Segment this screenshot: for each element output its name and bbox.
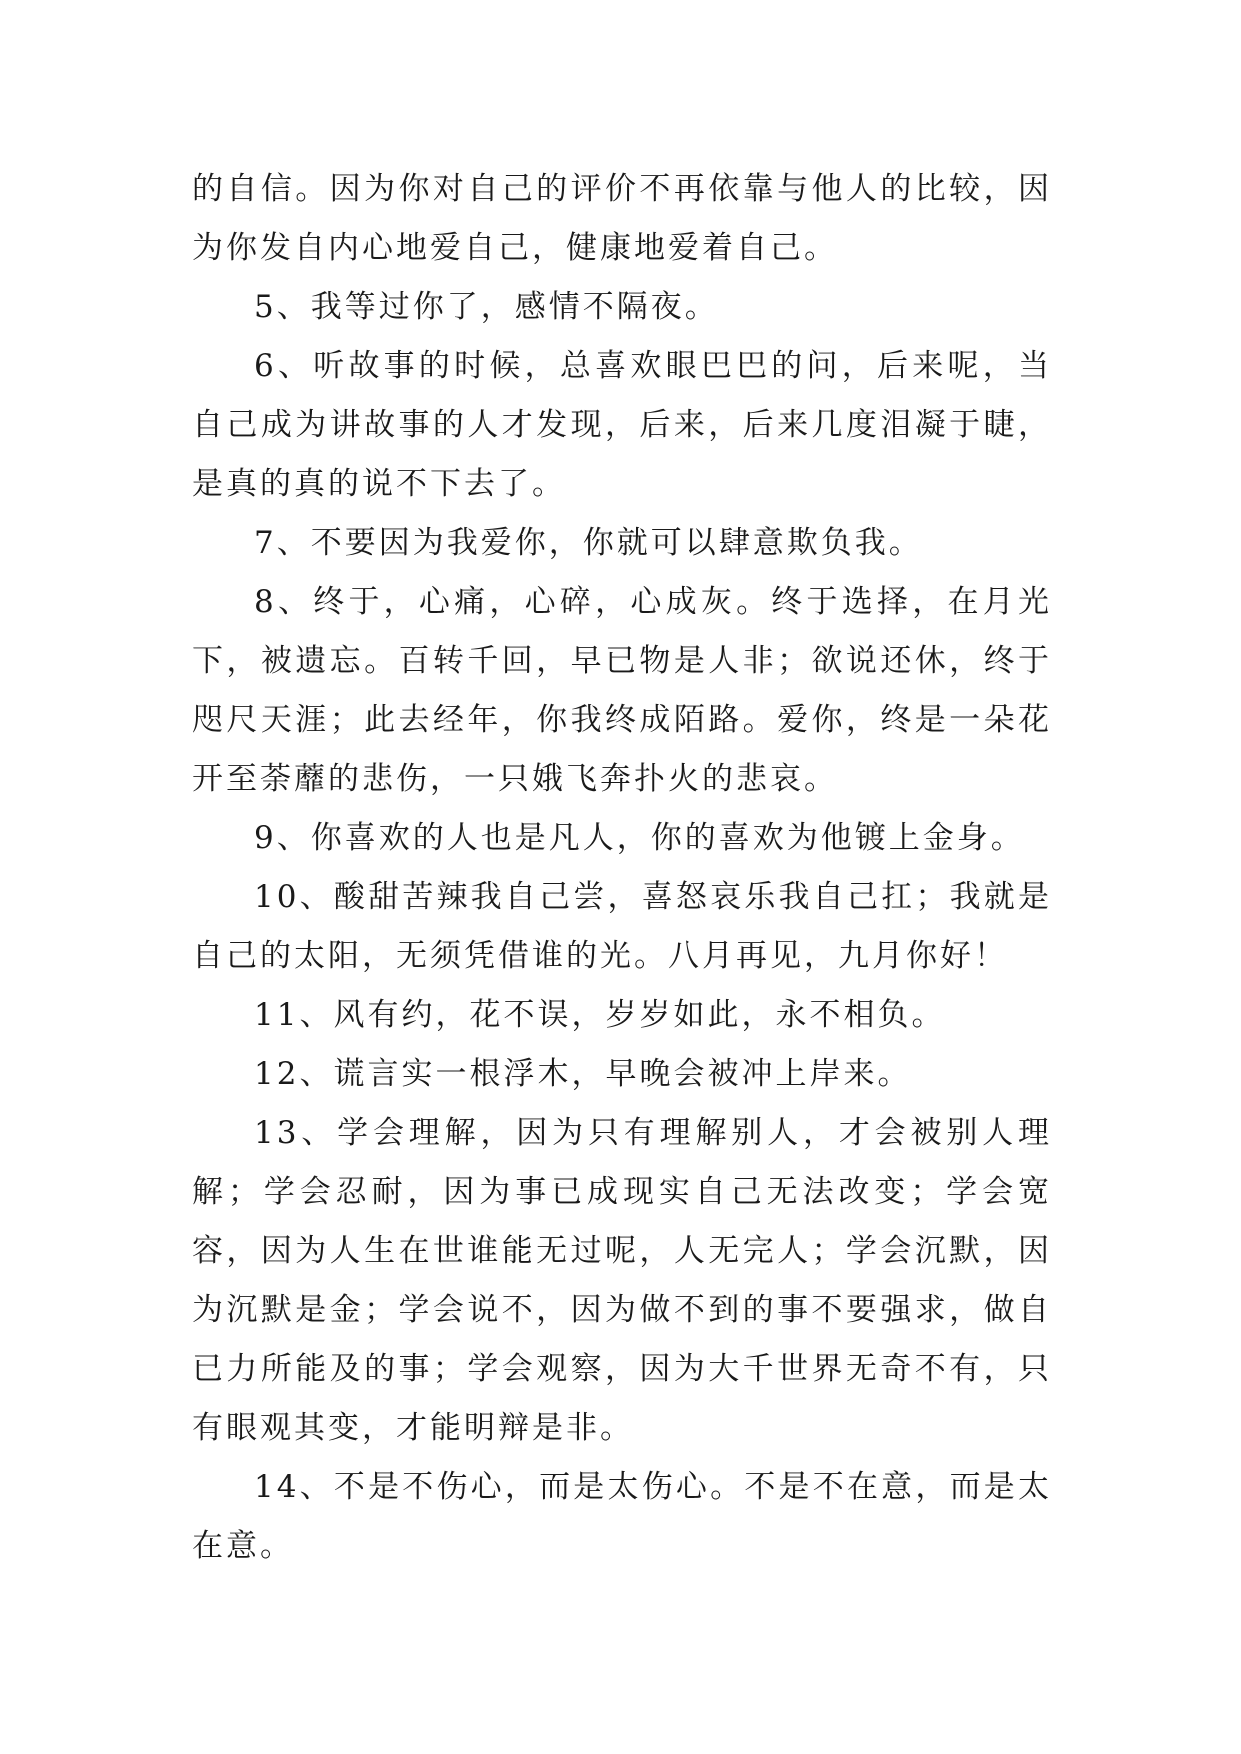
paragraph-item-9: 9、你喜欢的人也是凡人，你的喜欢为他镀上金身。 — [254, 820, 1025, 856]
paragraph-item-13: 13、学会理解，因为只有理解别人，才会被别人理解；学会忍耐，因为事已成现实自己无法改变；学会宽容，因为人生在世谁能无过呢，人无完人；学会沉默，因为沉默是金；学会说不，因为做不到的事不要强求，做自已力所能及的事；学会观察，因为大千世界无奇不有，只有眼观其变，才能明辩是非。 — [192, 1115, 1052, 1446]
document-body — [192, 160, 1052, 1576]
paragraph-item-5: 5、我等过你了，感情不隔夜。 — [254, 289, 719, 325]
paragraph-item-7: 7、不要因为我爱你，你就可以肆意欺负我。 — [254, 525, 923, 561]
paragraph-continuation: 的自信。因为你对自己的评价不再依靠与他人的比较，因为你发自内心地爱自己，健康地爱着自己。 — [192, 171, 1052, 266]
paragraph-item-8: 8、终于，心痛，心碎，心成灰。终于选择，在月光下，被遗忘。百转千回，早已物是人非；欲说还休，终于咫尺天涯；此去经年，你我终成陌路。爱你，终是一朵花开至荼蘼的悲伤，一只娥飞奔扑火的悲哀。 — [192, 584, 1052, 797]
paragraph-item-14: 14、不是不伤心，而是太伤心。不是不在意，而是太在意。 — [192, 1469, 1052, 1564]
paragraph-item-10: 10、酸甜苦辣我自己尝，喜怒哀乐我自己扛；我就是自己的太阳，无须凭借谁的光。八月再见，九月你好！ — [192, 879, 1052, 974]
paragraph-item-12: 12、谎言实一根浮木，早晚会被冲上岸来。 — [254, 1056, 912, 1092]
paragraph-item-11: 11、风有约，花不误，岁岁如此，永不相负。 — [254, 997, 946, 1033]
paragraph-item-6: 6、听故事的时候，总喜欢眼巴巴的问，后来呢，当自己成为讲故事的人才发现，后来，后来几度泪凝于睫，是真的真的说不下去了。 — [192, 348, 1052, 502]
